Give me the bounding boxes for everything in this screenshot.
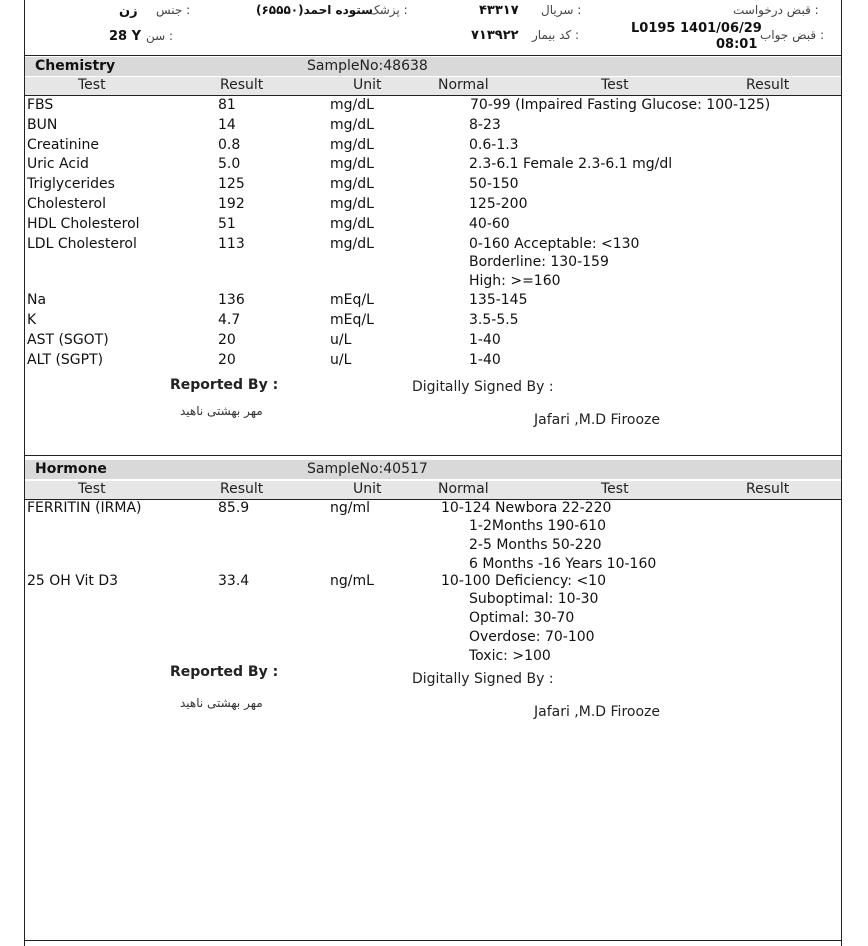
- test-name: Cholesterol: [27, 196, 107, 212]
- test-unit: mEq/L: [330, 312, 374, 328]
- chemistry-column-header: [25, 77, 841, 96]
- normal-range-line: 1-40: [469, 332, 501, 348]
- test-name: FERRITIN (IRMA): [27, 500, 142, 516]
- test-result: 113: [218, 236, 245, 252]
- test-unit: mg/dL: [330, 117, 374, 133]
- hormone-section-bar: [25, 460, 841, 479]
- test-result: 81: [218, 97, 236, 113]
- test-name: LDL Cholesterol: [27, 236, 137, 252]
- test-result: 20: [218, 332, 236, 348]
- chemistry-signed-by-label: Digitally Signed By :: [412, 379, 554, 395]
- column-result: Result: [220, 481, 264, 497]
- chemistry-title: Chemistry: [35, 58, 116, 74]
- hormone-column-header: [25, 481, 841, 500]
- answer-receipt-value: L0195 1401/06/29: [631, 21, 762, 36]
- test-name: Creatinine: [27, 137, 100, 153]
- column-normal: Normal: [438, 481, 489, 497]
- normal-range-line: Suboptimal: 10-30: [469, 591, 599, 607]
- column-test-2: Test: [601, 481, 629, 497]
- normal-range-line: 3.5-5.5: [469, 312, 519, 328]
- test-unit: mg/dL: [330, 137, 374, 153]
- normal-range-line: 8-23: [469, 117, 501, 133]
- serial-label: سریال :: [541, 3, 582, 17]
- doctor-label: پزشک :: [369, 3, 408, 17]
- section-divider: [25, 455, 841, 456]
- answer-receipt-label: قبض جواب :: [760, 28, 824, 42]
- test-result: 192: [218, 196, 245, 212]
- patient-code-label: کد بیمار :: [532, 28, 580, 42]
- normal-range-line: 135-145: [469, 292, 528, 308]
- normal-range-line: 0.6-1.3: [469, 137, 519, 153]
- test-result: 125: [218, 176, 245, 192]
- test-name: ALT (SGPT): [27, 352, 104, 368]
- age-value: 28 Y: [109, 29, 142, 44]
- test-name: FBS: [27, 97, 54, 113]
- normal-range-line: 2-5 Months 50-220: [469, 537, 602, 553]
- test-result: 33.4: [218, 573, 250, 589]
- serial-value: ۴۳۳۱۷: [479, 3, 519, 18]
- normal-range-line: 1-2Months 190-610: [469, 518, 606, 534]
- test-name: 25 OH Vit D3: [27, 573, 119, 589]
- normal-range-line: 6 Months -16 Years 10-160: [469, 556, 657, 572]
- hormone-signed-by-name: Jafari ,M.D Firooze: [534, 704, 660, 720]
- normal-range-line: 1-40: [469, 352, 501, 368]
- normal-range-line: 125-200: [469, 196, 528, 212]
- normal-range-line: 40-60: [469, 216, 510, 232]
- normal-range-line: 2.3-6.1 Female 2.3-6.1 mg/dl: [469, 156, 673, 172]
- test-unit: ng/ml: [330, 500, 371, 516]
- test-result: 5.0: [218, 156, 241, 172]
- normal-range-line: High: >=160: [469, 273, 561, 289]
- test-unit: u/L: [330, 352, 352, 368]
- test-name: AST (SGOT): [27, 332, 109, 348]
- test-unit: u/L: [330, 332, 352, 348]
- test-name: HDL Cholesterol: [27, 216, 140, 232]
- test-unit: mg/dL: [330, 216, 374, 232]
- chemistry-reported-by-label: Reported By :: [170, 377, 279, 393]
- hormone-reported-by-label: Reported By :: [170, 664, 279, 680]
- test-result: 136: [218, 292, 245, 308]
- column-result: Result: [220, 77, 264, 93]
- normal-range-line: Borderline: 130-159: [469, 254, 609, 270]
- test-unit: mEq/L: [330, 292, 374, 308]
- normal-range-line: 50-150: [469, 176, 519, 192]
- test-name: Triglycerides: [27, 176, 115, 192]
- column-unit: Unit: [353, 481, 382, 497]
- request-receipt-label: قبض درخواست :: [733, 3, 819, 17]
- answer-receipt-time: 08:01: [716, 37, 758, 52]
- column-result-2: Result: [746, 77, 790, 93]
- normal-range-line: 10-100 Deficiency: <10: [441, 573, 606, 589]
- test-name: Na: [27, 292, 47, 308]
- test-result: 0.8: [218, 137, 241, 153]
- normal-range-line: 70-99 (Impaired Fasting Glucose: 100-125): [470, 97, 771, 113]
- normal-range-line: 10-124 Newbora 22-220: [441, 500, 612, 516]
- test-unit: ng/mL: [330, 573, 374, 589]
- test-unit: mg/dL: [330, 236, 374, 252]
- patient-code-value: ۷۱۳۹۲۲: [471, 28, 519, 43]
- hormone-sample-number: SampleNo:40517: [307, 461, 428, 477]
- column-test: Test: [78, 77, 106, 93]
- footer-divider: [25, 940, 841, 941]
- normal-range-line: 0-160 Acceptable: <130: [469, 236, 640, 252]
- chemistry-reported-by-name: مهر بهشتی ناهید: [180, 404, 263, 418]
- test-name: BUN: [27, 117, 58, 133]
- hormone-title: Hormone: [35, 461, 107, 477]
- test-result: 51: [218, 216, 236, 232]
- normal-range-line: Optimal: 30-70: [469, 610, 575, 626]
- column-unit: Unit: [353, 77, 382, 93]
- hormone-reported-by-name: مهر بهشتی ناهید: [180, 696, 263, 710]
- column-test: Test: [78, 481, 106, 497]
- chemistry-signed-by-name: Jafari ,M.D Firooze: [534, 412, 660, 428]
- gender-value: زن: [119, 4, 138, 19]
- normal-range-line: Overdose: 70-100: [469, 629, 595, 645]
- column-normal: Normal: [438, 77, 489, 93]
- test-result: 4.7: [218, 312, 241, 328]
- chemistry-section-bar: [25, 57, 841, 76]
- gender-label: جنس :: [156, 3, 191, 17]
- header-divider: [25, 55, 841, 56]
- age-label: سن :: [146, 29, 174, 43]
- doctor-value: ستوده احمد(۶۵۵۵۰): [256, 3, 373, 17]
- hormone-signed-by-label: Digitally Signed By :: [412, 671, 554, 687]
- report-frame: [24, 0, 842, 946]
- chemistry-sample-number: SampleNo:48638: [307, 58, 428, 74]
- test-result: 85.9: [218, 500, 250, 516]
- test-result: 20: [218, 352, 236, 368]
- test-unit: mg/dL: [330, 196, 374, 212]
- test-unit: mg/dL: [330, 97, 374, 113]
- test-unit: mg/dL: [330, 176, 374, 192]
- column-test-2: Test: [601, 77, 629, 93]
- test-name: K: [27, 312, 37, 328]
- test-unit: mg/dL: [330, 156, 374, 172]
- test-result: 14: [218, 117, 236, 133]
- column-result-2: Result: [746, 481, 790, 497]
- test-name: Uric Acid: [27, 156, 89, 172]
- normal-range-line: Toxic: >100: [469, 648, 551, 664]
